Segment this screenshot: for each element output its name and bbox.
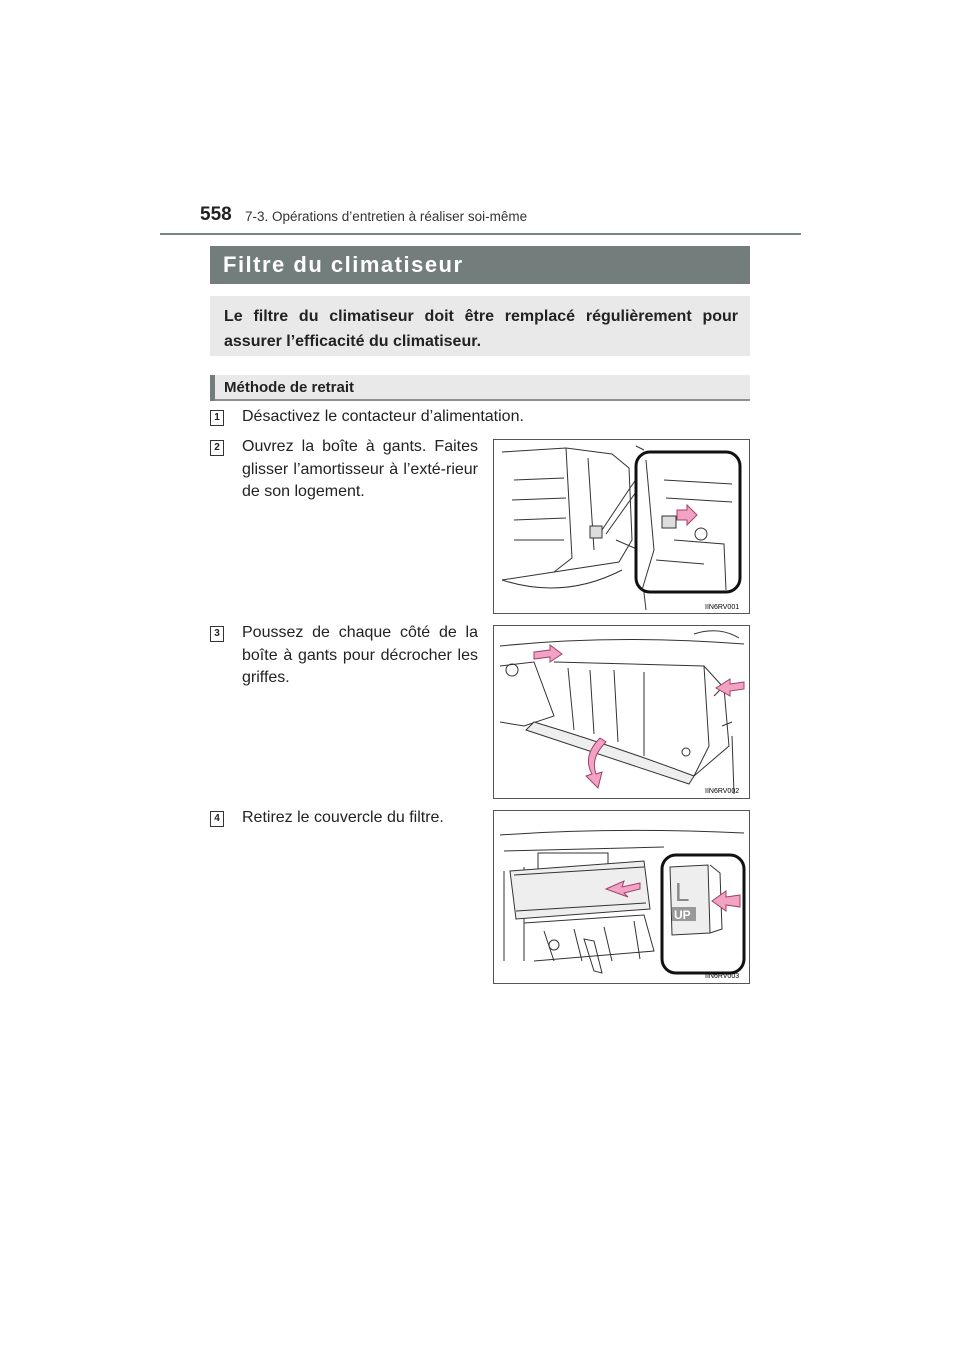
figure-filter-cover (493, 810, 750, 984)
step-text-3: Poussez de chaque côté de la boîte à gants pour décrocher les griffes. (242, 624, 478, 686)
glovebox-damper-illustration (494, 440, 749, 613)
step-number-3: 3 (210, 626, 224, 642)
glovebox-claws-illustration (494, 626, 749, 798)
filter-up-label: UP (674, 908, 691, 922)
step-number-1: 1 (210, 410, 224, 426)
step-text-1: Désactivez le contacteur d’alimentation. (242, 408, 524, 425)
page-title: Filtre du climatiseur (223, 252, 464, 277)
figure-code-2: IIN6RV002 (705, 788, 740, 795)
step-text-2: Ouvrez la boîte à gants. Faites glisser l’amortisseur à l’exté-rieur de son logement. (242, 438, 478, 500)
filter-letter-label: L (675, 877, 690, 907)
step-number-2: 2 (210, 440, 224, 456)
chapter-title: 7-3. Opérations d’entretien à réaliser soi-même (245, 209, 528, 224)
section-title: Méthode de retrait (224, 379, 355, 396)
figure-code-1: IIN6RV001 (705, 604, 740, 611)
step-text-4: Retirez le couvercle du filtre. (242, 809, 444, 826)
figure-glovebox-claws (493, 625, 750, 799)
section-marker (210, 375, 215, 401)
figure-glovebox-damper (493, 439, 750, 614)
header-rule (160, 233, 801, 235)
figure-code-3: IIN6RV003 (705, 973, 740, 980)
intro-text: Le filtre du climatiseur doit être remplacé régulièrement pour assurer l’efficacité du climatiseur. (224, 308, 738, 350)
step-number-4: 4 (210, 811, 224, 827)
page-number: 558 (200, 204, 232, 225)
filter-cover-illustration (494, 811, 749, 983)
